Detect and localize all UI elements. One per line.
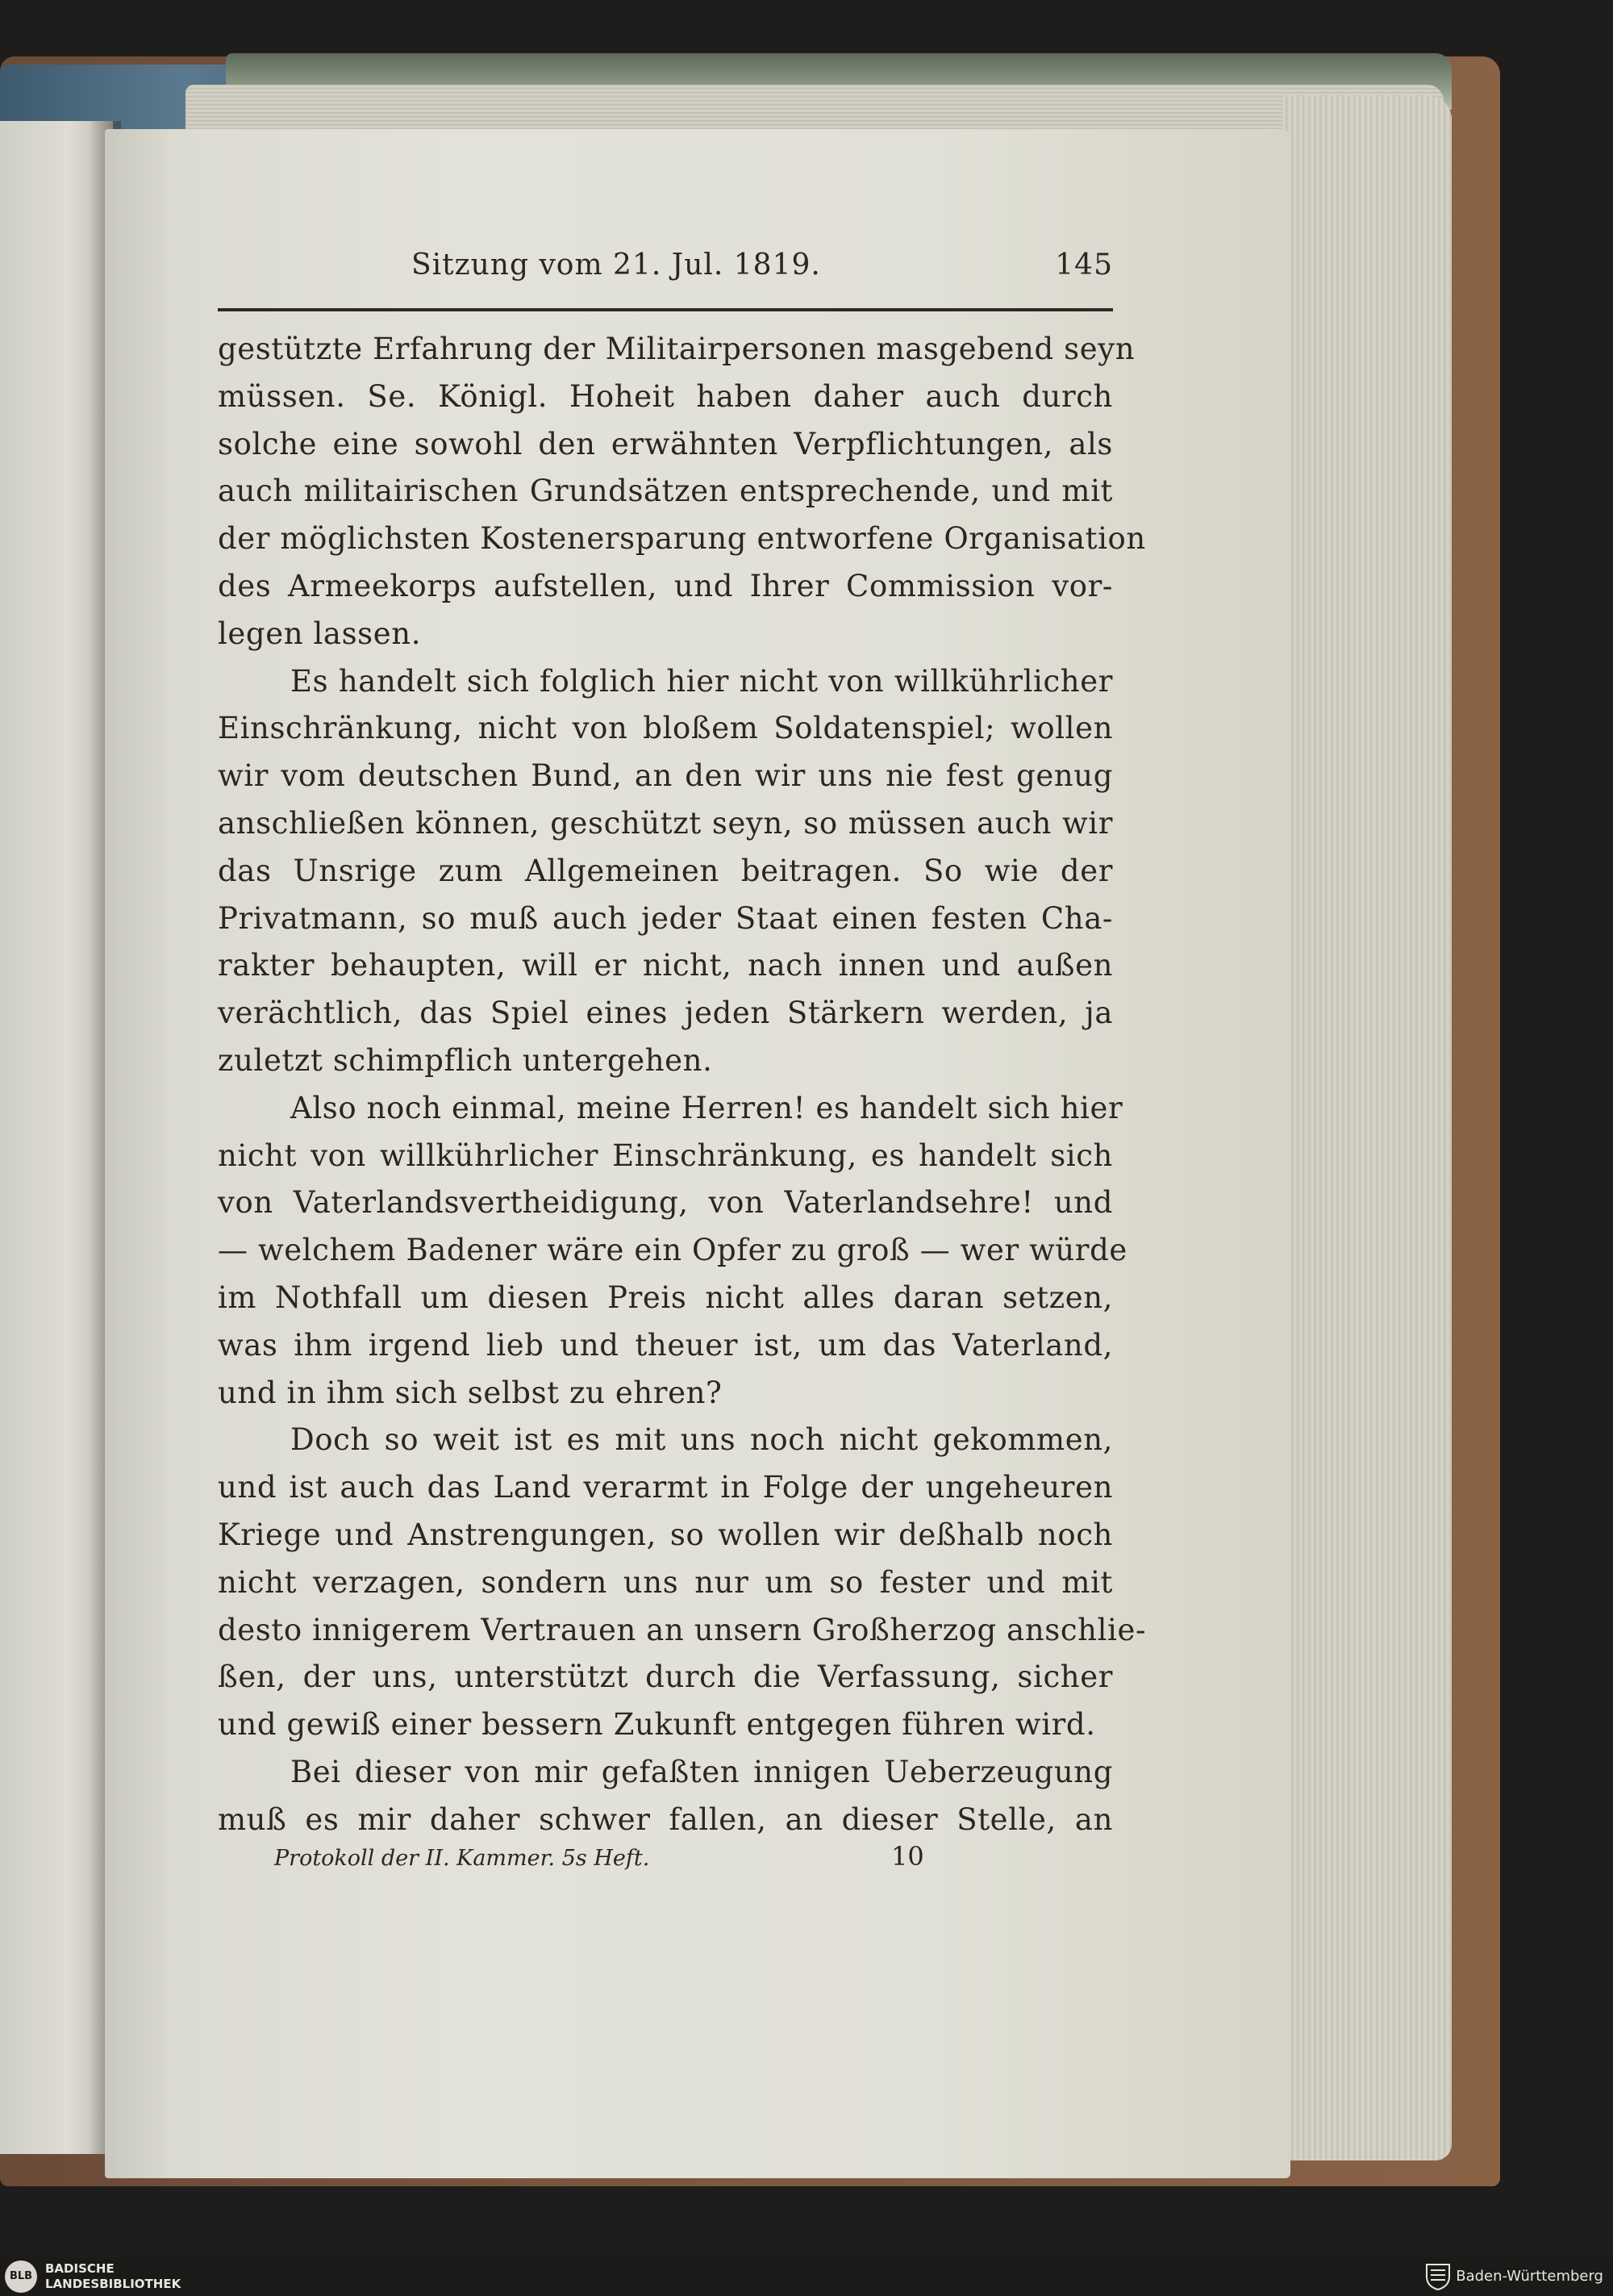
text-line: was ihm irgend lieb und theuer ist, um das Vaterland, <box>218 1327 1113 1363</box>
library-name-line1: BADISCHE <box>45 2261 115 2276</box>
blb-logo-icon[interactable]: BLB <box>5 2261 37 2293</box>
page-footer <box>218 1840 1113 1886</box>
text-line: ßen, der uns, unterstützt durch die Verfassung, sicher <box>218 1659 1113 1695</box>
text-line: Bei dieser von mir gefaßten innigen Ueberzeugung <box>290 1754 1113 1789</box>
page-number: 145 <box>1055 248 1113 282</box>
text-line: desto innigerem Vertrauen an unsern Großherzog anschlie- <box>218 1612 1147 1647</box>
text-line: im Nothfall um diesen Preis nicht alles daran setzen, <box>218 1279 1113 1315</box>
text-line: — welchem Badener wäre ein Opfer zu groß — wer würde <box>218 1233 1127 1268</box>
baden-wuerttemberg-crest-icon <box>1424 2262 1452 2291</box>
footer-signature: Protokoll der II. Kammer. 5s Heft. <box>274 1845 650 1871</box>
library-name-line2: LANDESBIBLIOTHEK <box>45 2277 181 2291</box>
page-content <box>218 242 1147 1886</box>
text-line: Doch so weit ist es mit uns noch nicht gekommen, <box>290 1422 1113 1458</box>
text-line: der möglichsten Kostenersparung entworfene Organisation <box>218 521 1146 557</box>
text-line: Es handelt sich folglich hier nicht von willkührlicher <box>290 663 1113 699</box>
running-head <box>218 242 1113 290</box>
text-line: zuletzt schimpflich untergehen. <box>218 1042 713 1078</box>
text-line: rakter behaupten, will er nicht, nach innen und außen <box>218 948 1113 983</box>
text-line: müssen. Se. Königl. Hoheit haben daher auch durch <box>218 378 1113 414</box>
text-line: und ist auch das Land verarmt in Folge der ungeheuren <box>218 1470 1113 1505</box>
text-line: nicht von willkührlicher Einschränkung, es handelt sich <box>218 1138 1113 1173</box>
page-stack-edge <box>1282 95 1452 2160</box>
running-title: Sitzung vom 21. Jul. 1819. <box>411 248 821 282</box>
body-text <box>218 326 1147 1844</box>
text-line: solche eine sowohl den erwähnten Verpflichtungen, als <box>218 426 1113 461</box>
library-name[interactable] <box>45 2261 181 2292</box>
text-line: und gewiß einer bessern Zukunft entgegen führen wird. <box>218 1707 1096 1743</box>
text-line: verächtlich, das Spiel eines jeden Stärkern werden, ja <box>218 996 1113 1031</box>
text-line: Also noch einmal, meine Herren! es handelt sich hier <box>290 1090 1123 1125</box>
state-name[interactable]: Baden-Württemberg <box>1456 2268 1603 2285</box>
text-line: des Armeekorps aufstellen, und Ihrer Commission vor- <box>218 568 1113 603</box>
header-rule <box>218 308 1113 311</box>
text-line: von Vaterlandsvertheidigung, von Vaterlandsehre! und <box>218 1185 1113 1221</box>
text-line: Privatmann, so muß auch jeder Staat einen festen Cha- <box>218 900 1113 936</box>
text-line: gestützte Erfahrung der Militairpersonen masgebend seyn <box>218 332 1136 366</box>
text-line: nicht verzagen, sondern uns nur um so fester und mit <box>218 1564 1113 1600</box>
text-line: das Unsrige zum Allgemeinen beitragen. So wie der <box>218 853 1113 888</box>
text-line: anschließen können, geschützt seyn, so müssen auch wir <box>218 805 1113 841</box>
text-line: wir vom deutschen Bund, an den wir uns nie fest genug <box>218 758 1113 794</box>
sheet-number: 10 <box>891 1840 924 1872</box>
text-line: und in ihm sich selbst zu ehren? <box>218 1375 723 1410</box>
text-line: Einschränkung, nicht von bloßem Soldatenspiel; wollen <box>218 711 1113 746</box>
page-stack-top <box>185 85 1444 133</box>
text-line: auch militairischen Grundsätzen entsprechende, und mit <box>218 474 1113 509</box>
text-line: muß es mir daher schwer fallen, an dieser Stelle, an <box>218 1801 1113 1837</box>
text-line: legen lassen. <box>218 616 422 651</box>
text-line: Kriege und Anstrengungen, so wollen wir deßhalb noch <box>218 1517 1113 1552</box>
viewer-footer-bar <box>0 2257 1613 2296</box>
